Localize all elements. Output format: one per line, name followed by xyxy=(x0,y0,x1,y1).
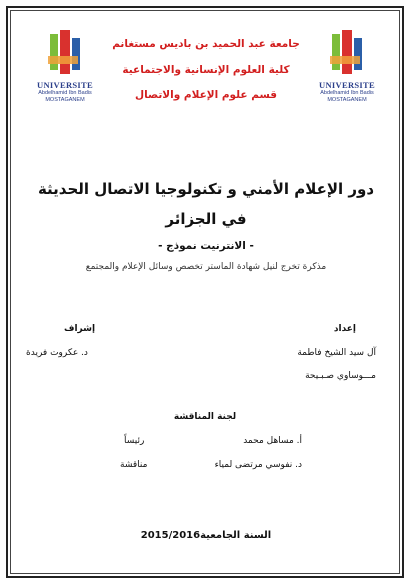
logo-subtitle: Abdelhamid Ibn Badis MOSTAGANEM xyxy=(38,90,92,103)
university-name: جامعة عبد الحميد بن باديس مستغانم xyxy=(112,38,300,50)
thesis-title-line1: دور الإعلام الأمني و تكنولوجيا الاتصال الحديثة xyxy=(37,180,375,198)
supervisor-name: د. عكروت فريدة xyxy=(26,348,88,358)
committee-label: لجنة المناقشة xyxy=(173,412,237,422)
university-logo-right xyxy=(308,28,386,106)
author-name-2: مـــوساوي صـبـيحة xyxy=(305,371,376,381)
academic-year: السنة الجامعية2015/2016 xyxy=(140,530,272,541)
committee-member-1-name: أ. مساهل محمد xyxy=(243,436,302,446)
logo-university-text: UNIVERSITE xyxy=(37,80,93,90)
faculty-name: كلية العلوم الإنسانية والاجتماعية xyxy=(122,64,290,76)
committee-member-1-role: رئيساً xyxy=(124,436,145,446)
authors-label: إعداد xyxy=(333,324,356,334)
logo-university-text: UNIVERSITE xyxy=(319,80,375,90)
committee-member-2-role: مناقشة xyxy=(120,460,148,470)
author-name-1: آل سيد الشيخ فاطمة xyxy=(297,348,376,358)
thesis-title-line2: في الجزائر xyxy=(165,210,247,228)
thesis-description: مذكرة تخرج لنيل شهادة الماستر تخصص وسائل الإعلام والمجتمع xyxy=(85,262,327,272)
university-emblem-icon xyxy=(326,28,368,78)
committee-member-2-name: د. نفوسي مرتضى لمياء xyxy=(214,460,302,470)
university-emblem-icon xyxy=(44,28,86,78)
thesis-subtitle: - الانترنيت نموذج - xyxy=(158,240,254,252)
supervisor-label: إشراف xyxy=(64,324,96,334)
department-name: قسم علوم الإعلام والاتصال xyxy=(134,89,278,101)
university-logo-left xyxy=(26,28,104,106)
logo-subtitle: Abdelhamid Ibn Badis MOSTAGANEM xyxy=(320,90,374,103)
